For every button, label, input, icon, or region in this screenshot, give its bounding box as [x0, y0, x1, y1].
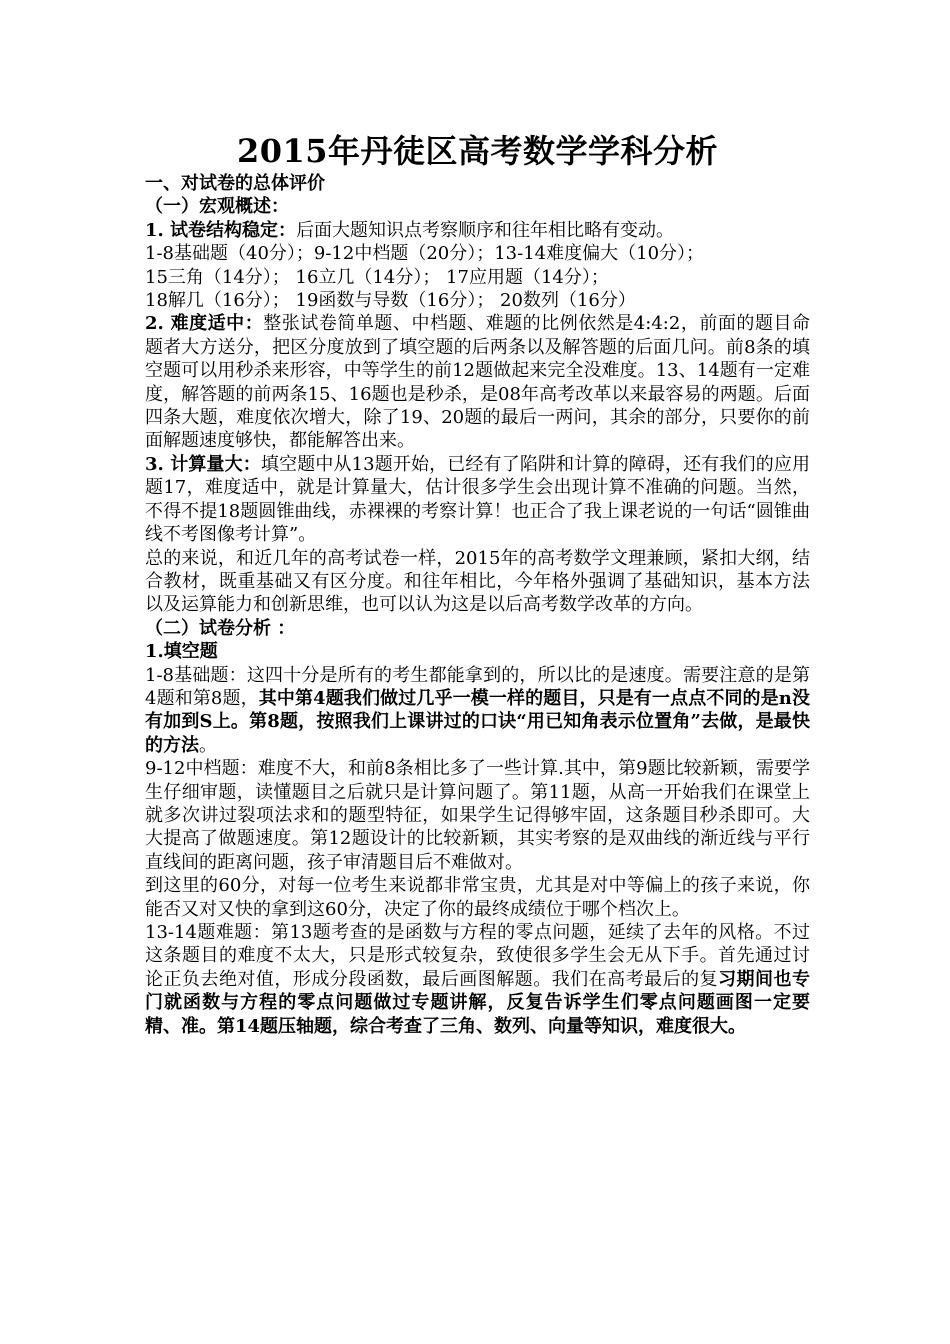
paragraph-difficulty — [145, 312, 810, 452]
section-heading-overall: 一、对试卷的总体评价 — [145, 173, 325, 194]
document-page — [145, 0, 810, 1038]
fill-in-heading: 1.填空题 — [145, 641, 218, 663]
text-calculation: 填空题中从13题开始，已经有了陷阱和计算的障碍，还有我们的应用题17，难度适中，就是计算量大，估计很多学生会出现计算不准确的问题。当然，不得不提18题圆锥曲线，赤裸裸的考察计算！也正合了我上课老说的一句话“圆锥曲线不考图像考计算”。 — [145, 453, 810, 546]
text-basic-b: 其中第4题我们做过几乎一模一样的题目，只是有一点点不同的是n没有加到S上。第8题，按照我们上课讲过的口诀“用已知角表示位置角”去做，是最快的方法 — [145, 687, 811, 756]
paragraph-medium-questions: 9-12中档题：难度不大，和前8条相比多了一些计算.其中，第9题比较新颖，需要学生仔细审题，读懂题目之后就只是计算问题了。第11题，从高一开始我们在课堂上就多次讲过裂项法求和的题型特征，如果学生记得够牢固，这条题目秒杀即可。大大提高了做题速度。第12题设计的比较新颖，其实考察的是双曲线的渐近线与平行直线间的距离问题，孩子审清题目后不难做对。 — [145, 758, 810, 873]
text-hard-a: 13-14题难题：第13题考查的是函数与方程的零点问题，延续了去年的风格。不过这条题目的难度不太大，只是形式较复杂，致使很多学生会无从下手。首先通过讨论正负去绝对值，形成分段函数，最后画图解题。我们在高考最后的复 — [145, 922, 810, 990]
subheading-macro: （一）宏观概述： — [145, 196, 289, 218]
score-line-1: 1-8基础题（40分）；9-12中档题（20分）；13-14难度偏大（10分）； — [145, 243, 705, 265]
paragraph-sixty-points: 到这里的60分，对每一位考生来说都非常宝贵，尤其是对中等偏上的孩子来说，你能否又对又快的拿到这60分，决定了你的最终成绩位于哪个档次上。 — [145, 875, 810, 920]
paragraph-calculation — [145, 453, 810, 547]
paragraph-hard-questions — [145, 921, 810, 1038]
paragraph-summary: 总的来说，和近几年的高考试卷一样，2015年的高考数学文理兼顾，紧扣大纲，结合教材，既重基础又有区分度。和往年相比，今年格外强调了基础知识，基本方法以及运算能力和创新思维，也可以认为这是以后高考数学改革的方向。 — [145, 547, 810, 616]
score-line-2: 15三角（14分）； 16立几（14分）； 17应用题（14分）； — [145, 266, 609, 288]
text-basic-c: 。 — [199, 734, 217, 756]
label-difficulty: 2. 难度适中： — [145, 313, 264, 335]
paragraph-basic-questions — [145, 664, 810, 758]
label-calculation: 3. 计算量大： — [145, 453, 261, 475]
text-hard-b: 习期间也专门就函数与方程的零点问题做过专题讲解，反复告诉学生们零点问题画图一定要精、准。第14题压轴题，综合考查了三角、数列、向量等知识，难度很大。 — [145, 968, 811, 1037]
text-structure: 后面大题知识点考察顺序和往年相比略有变动。 — [296, 219, 675, 241]
label-structure: 1. 试卷结构稳定： — [145, 219, 297, 241]
page-title: 2015年丹徒区高考数学学科分析 — [236, 132, 719, 170]
text-basic-a: 1-8基础题：这四十分是所有的考生都能拿到的，所以比的是速度。需要注意的是第4题和第8题， — [145, 664, 810, 709]
paragraph-structure — [145, 219, 810, 242]
score-line-3: 18解几（16分）； 19函数与导数（16分）； 20数列（16分） — [145, 290, 636, 312]
subheading-analysis: （二）试卷分析 ： — [145, 617, 296, 639]
text-difficulty: 整张试卷简单题、中档题、难题的比例依然是4:4:2，前面的题目命题者大方送分，把区分度放到了填空题的后两条以及解答题的后面几问。前8条的填空题可以用秒杀来形容，中等学生的前12题做起来完全没难度。13、14题有一定难度，解答题的前两条15、16题也是秒杀，是08年高考改革以来最容易的两题。后面四条大题，难度依次增大，除了19、20题的最后一两问，其余的部分，只要你的前面解题速度够快，都能解答出来。 — [145, 313, 810, 452]
